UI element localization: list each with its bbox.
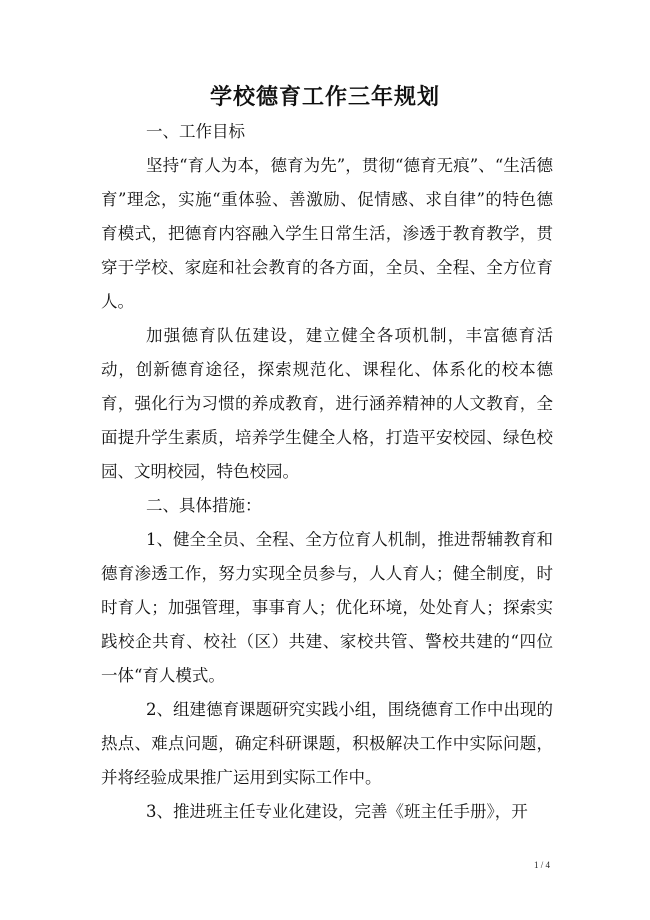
document-title: 学校德育工作三年规划 (209, 84, 440, 110)
section-heading-goals: 一、工作目标 (146, 122, 245, 141)
paragraph-goals-1: 坚持“育人为本，德育为先”，贯彻“德育无痕”、“生活德育”理念，实施“重体验、善激励、促情感、求自律”的特色德育模式，把德育内容融入学生日常生活，渗透于教育教学，贯穿于学校、家庭和社会教育的各方面，全员、全程、全方位育人。 (101, 156, 553, 311)
section-heading-measures: 二、具体措施： (146, 496, 262, 515)
page-number: 1 / 4 (533, 860, 550, 870)
paragraph-measure-1: 1、健全全员、全程、全方位育人机制，推进帮辅教育和德育渗透工作，努力实现全员参与，人人育人；健全制度，时时育人；加强管理，事事育人；优化环境，处处育人；探索实践校企共育、校社（区）共建、家校共管、警校共建的“四位一体“育人模式。 (101, 530, 553, 685)
paragraph-measure-2: 2、组建德育课题研究实践小组，围绕德育工作中出现的热点、难点问题，确定科研课题，积极解决工作中实际问题，并将经验成果推广运用到实际工作中。 (101, 700, 553, 787)
document-body (101, 115, 553, 829)
paragraph-measure-3: 3、推进班主任专业化建设，完善《班主任手册》，开 (146, 802, 528, 821)
paragraph-goals-2: 加强德育队伍建设，建立健全各项机制，丰富德育活动，创新德育途径，探索规范化、课程化、体系化的校本德育，强化行为习惯的养成教育，进行涵养精神的人文教育，全面提升学生素质，培养学生健全人格，打造平安校园、绿色校园、文明校园，特色校园。 (101, 326, 553, 481)
